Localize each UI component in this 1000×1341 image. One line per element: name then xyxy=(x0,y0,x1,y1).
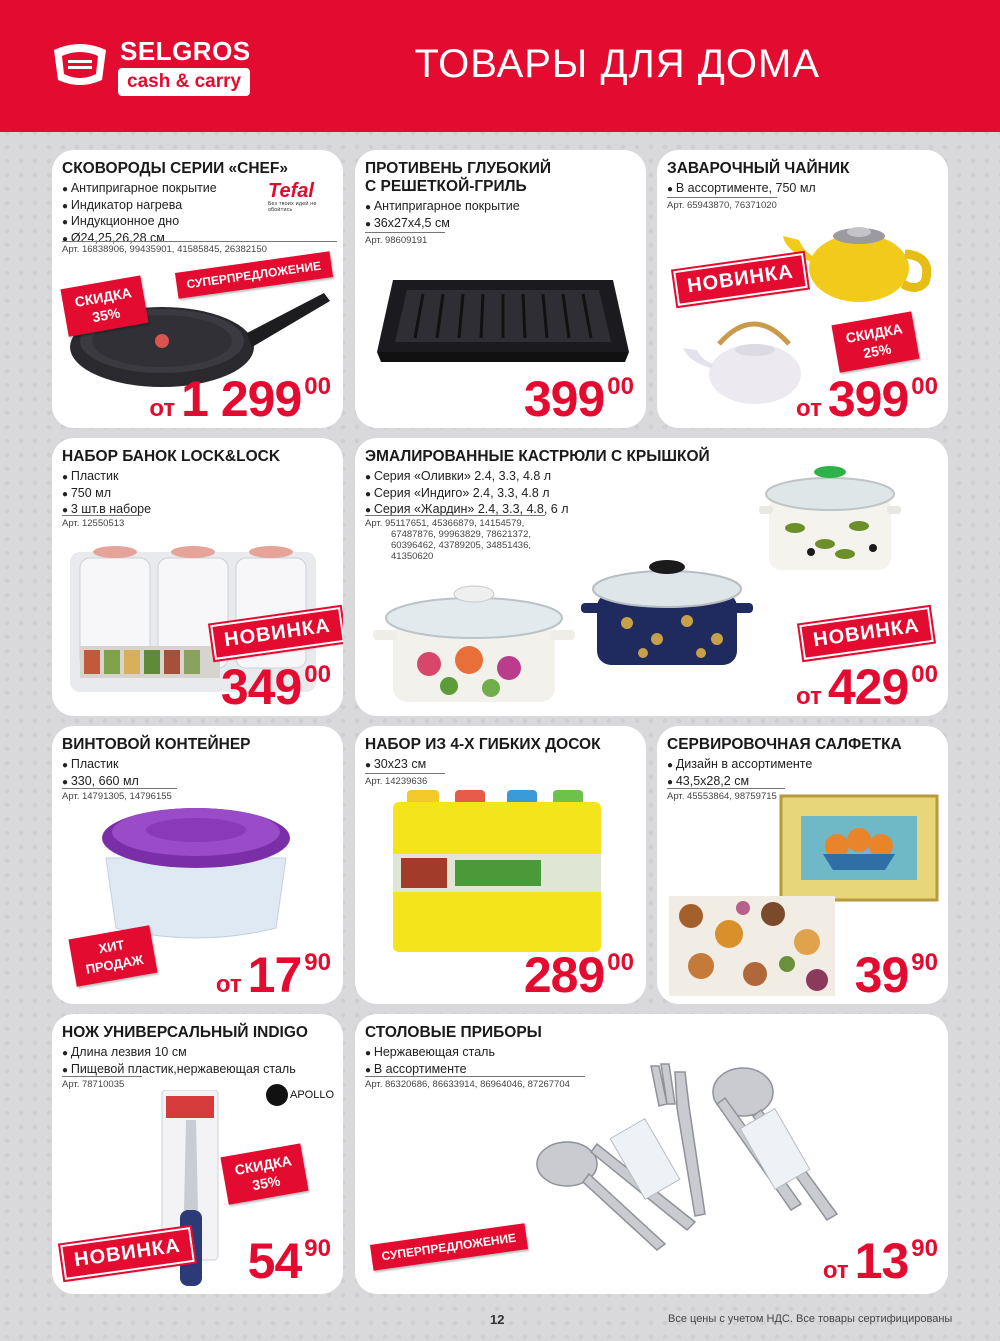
apollo-logo-text: APOLLO xyxy=(290,1089,335,1101)
olive-pot-image xyxy=(755,448,905,578)
feature-item: ● 330, 660 мл xyxy=(62,774,139,791)
product-card-container[interactable] xyxy=(52,726,343,1004)
best-seller-badge xyxy=(68,925,157,987)
price-cents: 90 xyxy=(304,949,331,976)
article-numbers: Арт. 14791305, 14796155 xyxy=(62,788,177,802)
tefal-tagline: Без твоих идей не обойтись xyxy=(268,201,317,213)
price-main: 39 xyxy=(854,947,909,1003)
discount-value: 25% xyxy=(862,340,893,362)
feature-item: ● Пластик xyxy=(62,469,151,486)
price xyxy=(796,659,938,715)
product-card-jars[interactable] xyxy=(52,438,343,716)
discount-label: СКИДКА xyxy=(73,284,133,310)
container-image xyxy=(96,798,296,948)
product-card-knife[interactable] xyxy=(52,1014,343,1294)
feature-item: ● Серия «Индиго» 2.4, 3.3, 4.8 л xyxy=(365,486,569,503)
discount-value: 35% xyxy=(251,1172,282,1194)
price xyxy=(822,1233,938,1289)
discount-badge xyxy=(831,311,919,372)
price xyxy=(523,947,634,1003)
price-prefix: от xyxy=(796,395,822,422)
baking-tray-image xyxy=(373,268,633,378)
new-badge: НОВИНКА xyxy=(210,607,343,660)
cutting-boards-image xyxy=(389,784,619,954)
feature-item: ● Пластик xyxy=(62,757,139,774)
feature-item: ● Индукционное дно xyxy=(62,214,217,231)
new-badge: НОВИНКА xyxy=(799,607,934,660)
best-seller-line: ПРОДАЖ xyxy=(84,951,145,977)
price xyxy=(523,371,634,427)
discount-label: СКИДКА xyxy=(233,1152,293,1178)
product-title: НАБОР БАНОК LOCK&LOCK xyxy=(62,448,281,465)
feature-item: ● Серия «Жардин» 2.4, 3.3, 4.8, 6 л xyxy=(365,502,569,519)
product-card-placemat[interactable] xyxy=(657,726,948,1004)
feature-item: ● 750 мл xyxy=(62,486,151,503)
feature-item: ● Пищевой пластик,нержавеющая сталь xyxy=(62,1062,296,1079)
product-features xyxy=(62,469,151,519)
price-cents: 00 xyxy=(911,661,938,688)
product-title: ВИНТОВОЙ КОНТЕЙНЕР xyxy=(62,736,251,753)
tefal-logo xyxy=(268,180,338,213)
apollo-mark-icon xyxy=(266,1084,288,1106)
price-cents: 00 xyxy=(607,949,634,976)
tefal-logo-text: Tefal xyxy=(268,180,314,202)
feature-item: ● Дизайн в ассортименте xyxy=(667,757,812,774)
article-numbers: Арт. 16838906, 99435901, 41585845, 26382150 xyxy=(62,241,337,255)
price-cents: 90 xyxy=(304,1235,331,1262)
product-features xyxy=(667,757,812,790)
price xyxy=(247,1233,331,1289)
product-card-teapot[interactable] xyxy=(657,150,948,428)
article-numbers: Арт. 86320686, 86633914, 86964046, 87267704 xyxy=(365,1076,585,1090)
feature-item: ● Нержавеющая сталь xyxy=(365,1045,495,1062)
price-cents: 00 xyxy=(911,373,938,400)
basket-logo-icon xyxy=(50,34,110,94)
price-main: 349 xyxy=(220,659,302,715)
page-number: 12 xyxy=(490,1312,505,1327)
price xyxy=(854,947,938,1003)
article-numbers: Арт. 12550513 xyxy=(62,515,142,529)
price-main: 17 xyxy=(247,947,302,1003)
price-cents: 00 xyxy=(607,373,634,400)
feature-item: ● В ассортименте xyxy=(365,1062,495,1079)
product-title: СТОЛОВЫЕ ПРИБОРЫ xyxy=(365,1024,542,1041)
article-line: 60396462, 43789205, 34851436, xyxy=(391,540,531,551)
feature-item: ● 30х23 см xyxy=(365,757,426,774)
product-features xyxy=(62,1045,296,1078)
price-main: 54 xyxy=(247,1233,302,1289)
product-title: НАБОР ИЗ 4-Х ГИБКИХ ДОСОК xyxy=(365,736,601,753)
apollo-logo xyxy=(266,1084,334,1106)
price-main: 429 xyxy=(827,659,909,715)
price-cents: 90 xyxy=(911,1235,938,1262)
product-title: НОЖ УНИВЕРСАЛЬНЫЙ INDIGO xyxy=(62,1024,308,1041)
price-cents: 00 xyxy=(304,373,331,400)
floral-pot-image xyxy=(369,568,579,708)
fruit-placemat-image xyxy=(779,794,939,902)
discount-value: 35% xyxy=(91,304,122,326)
price-cents: 90 xyxy=(911,949,938,976)
article-line: 41350620 xyxy=(391,551,434,562)
price xyxy=(220,659,331,715)
feature-item: ● 3 шт.в наборе xyxy=(62,502,151,519)
product-features xyxy=(667,181,816,198)
product-title: СКОВОРОДЫ СЕРИИ «CHEF» xyxy=(62,160,288,177)
price-main: 399 xyxy=(523,371,605,427)
product-card-cutlery[interactable] xyxy=(355,1014,948,1294)
feature-item: ● В ассортименте, 750 мл xyxy=(667,181,816,198)
cutlery-image xyxy=(525,1054,875,1264)
feature-item: ● Ø24,25,26,28 см xyxy=(62,231,217,248)
article-line: 67487876, 99963829, 78621372, xyxy=(391,529,531,540)
price-prefix: от xyxy=(149,395,176,422)
product-features xyxy=(62,757,139,790)
article-numbers: Арт. 98609191 xyxy=(365,232,445,246)
feature-item: ● Индикатор нагрева xyxy=(62,198,217,215)
product-title: ЗАВАРОЧНЫЙ ЧАЙНИК xyxy=(667,160,850,177)
selgros-logo[interactable] xyxy=(50,34,260,96)
price xyxy=(215,947,331,1003)
article-numbers: Арт. 45553864, 98759715 xyxy=(667,788,785,802)
price-prefix: от xyxy=(796,683,822,710)
product-features xyxy=(365,469,569,519)
article-numbers: Арт. 78710035 xyxy=(62,1076,142,1090)
brand-name: SELGROS xyxy=(120,36,251,66)
product-title-line: С РЕШЕТКОЙ-ГРИЛЬ xyxy=(365,178,527,195)
feature-item: ● Серия «Оливки» 2.4, 3.3, 4.8 л xyxy=(365,469,569,486)
article-numbers xyxy=(365,515,545,562)
discount-label: СКИДКА xyxy=(844,320,904,346)
product-features xyxy=(365,757,426,774)
price-cents: 00 xyxy=(304,661,331,688)
indigo-pot-image xyxy=(577,543,757,673)
product-title: ЭМАЛИРОВАННЫЕ КАСТРЮЛИ С КРЫШКОЙ xyxy=(365,448,710,465)
floral-placemat-image xyxy=(667,894,837,998)
product-card-boards[interactable] xyxy=(355,726,646,1004)
price xyxy=(796,371,938,427)
price-main: 399 xyxy=(827,371,909,427)
brand-subtitle: cash & carry xyxy=(118,68,250,96)
price-main: 289 xyxy=(523,947,605,1003)
super-offer-badge: СУПЕРПРЕДЛОЖЕНИЕ xyxy=(175,251,333,298)
product-features xyxy=(365,1045,495,1078)
product-card-pans[interactable] xyxy=(52,150,343,428)
feature-item: ● 36х27х4,5 см xyxy=(365,216,520,233)
product-card-tray[interactable] xyxy=(355,150,646,428)
product-features xyxy=(365,199,520,232)
product-card-pots[interactable] xyxy=(355,438,948,716)
page-header xyxy=(0,0,1000,132)
super-offer-badge: СУПЕРПРЕДЛОЖЕНИЕ xyxy=(370,1223,528,1270)
feature-item: ● Длина лезвия 10 см xyxy=(62,1045,296,1062)
product-title-line: ПРОТИВЕНЬ ГЛУБОКИЙ xyxy=(365,160,551,177)
price-prefix: от xyxy=(822,1257,849,1284)
footer-note: Все цены с учетом НДС. Все товары сертифицированы xyxy=(668,1313,953,1325)
price-prefix: от xyxy=(215,971,242,998)
feature-item: ● Антипригарное покрытие xyxy=(62,181,217,198)
price-main: 1 299 xyxy=(181,371,302,427)
article-numbers: Арт. 14239636 xyxy=(365,773,445,787)
feature-item: ● 43,5х28,2 см xyxy=(667,774,812,791)
feature-item: ● Антипригарное покрытие xyxy=(365,199,520,216)
product-features xyxy=(62,181,217,247)
article-line: Арт. 95117651, 45366879, 14154579, xyxy=(365,518,525,529)
best-seller-line: ХИТ xyxy=(97,937,126,957)
product-title xyxy=(365,160,551,196)
discount-badge xyxy=(220,1143,308,1204)
article-numbers: Арт. 65943870, 76371020 xyxy=(667,197,777,211)
page-title: ТОВАРЫ ДЛЯ ДОМА xyxy=(414,42,820,86)
price xyxy=(149,371,331,427)
price-main: 13 xyxy=(854,1233,909,1289)
new-badge: НОВИНКА xyxy=(60,1227,195,1280)
product-title: СЕРВИРОВОЧНАЯ САЛФЕТКА xyxy=(667,736,902,753)
new-badge: НОВИНКА xyxy=(673,253,808,306)
